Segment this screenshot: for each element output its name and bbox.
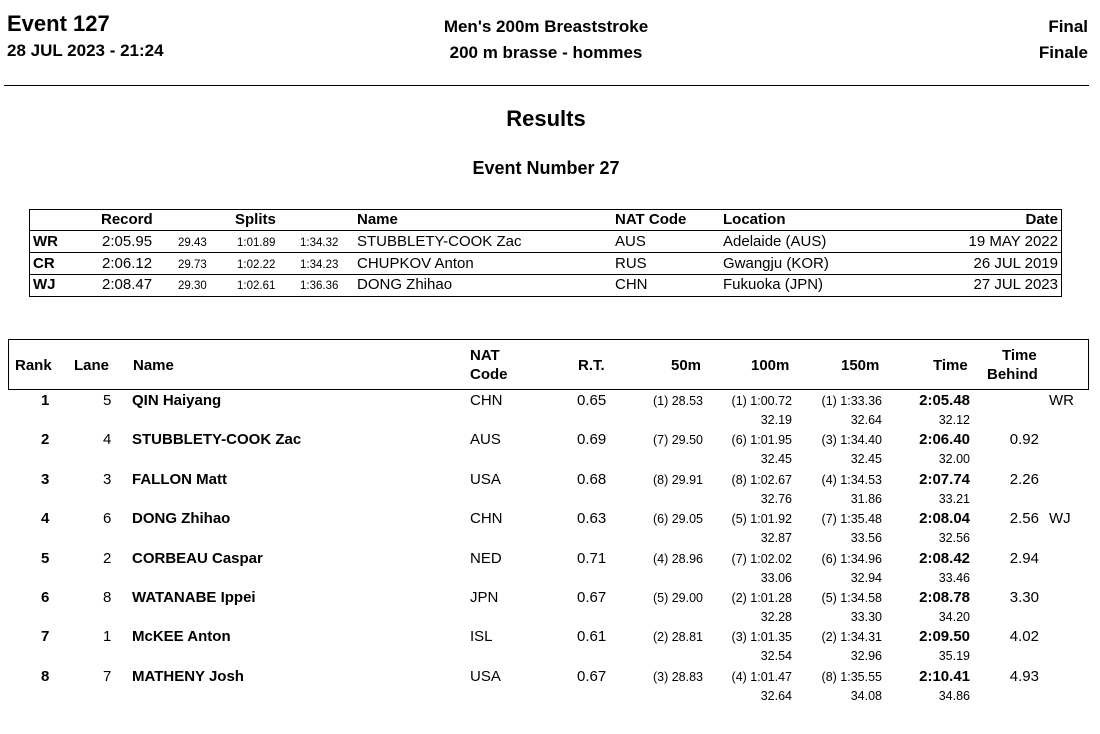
- result-split-100m: (2) 1:01.28: [731, 591, 792, 605]
- result-lap-150m: 32.96: [850, 649, 882, 664]
- result-lane: 6: [103, 510, 112, 528]
- record-location: Gwangju (KOR): [723, 255, 829, 272]
- result-time-behind: 4.02: [1009, 628, 1039, 646]
- record-holder: STUBBLETY-COOK Zac: [357, 233, 522, 250]
- results-header-rank: Rank: [15, 357, 52, 374]
- event-header-center: [0, 14, 1092, 66]
- result-time-behind: 2.56: [1009, 510, 1039, 528]
- result-nat: JPN: [470, 589, 499, 606]
- records-header-date: Date: [1025, 211, 1058, 228]
- result-nat: USA: [470, 470, 501, 488]
- result-lap-final: 33.46: [938, 570, 970, 585]
- result-split-50m: (1) 28.53: [652, 394, 703, 408]
- result-swimmer-name: CORBEAU Caspar: [132, 549, 263, 567]
- result-lap-100m: 32.76: [760, 491, 792, 506]
- event-name-fr: 200 m brasse - hommes: [449, 43, 643, 62]
- result-lap-100m: 32.45: [760, 452, 792, 467]
- result-lap-150m: 31.86: [850, 491, 882, 506]
- result-rank: 3: [41, 470, 50, 488]
- result-swimmer-name: McKEE Anton: [132, 628, 231, 646]
- result-lap-150m: 33.30: [850, 610, 882, 624]
- result-time: 2:06.40: [919, 431, 970, 449]
- record-date: 19 MAY 2022: [968, 233, 1058, 250]
- record-holder: CHUPKOV Anton: [357, 255, 474, 272]
- result-split-150m: (4) 1:34.53: [821, 472, 882, 487]
- result-rank: 8: [41, 667, 50, 685]
- result-split-100m: (1) 1:00.72: [731, 394, 792, 408]
- result-rank: 2: [41, 431, 50, 449]
- result-split-150m: (6) 1:34.96: [821, 551, 882, 566]
- record-date: 27 JUL 2023: [973, 276, 1058, 293]
- record-split: 1:36.36: [300, 280, 339, 292]
- result-split-150m: (8) 1:35.55: [821, 669, 882, 684]
- result-lap-150m: 32.45: [850, 452, 882, 467]
- phase-en: Final: [1048, 17, 1088, 36]
- result-time: 2:07.74: [919, 470, 970, 488]
- result-swimmer-name: QIN Haiyang: [132, 392, 222, 409]
- results-header-lane: Lane: [74, 357, 110, 374]
- results-header-name: Name: [133, 357, 174, 374]
- result-nat: NED: [470, 549, 502, 567]
- result-split-150m: (1) 1:33.36: [821, 394, 882, 408]
- result-split-50m: (7) 29.50: [652, 433, 703, 448]
- record-type: WR: [33, 233, 58, 250]
- result-lap-100m: 33.06: [760, 570, 792, 585]
- result-lap-final: 32.00: [938, 452, 970, 467]
- event-datetime: 28 JUL 2023 - 21:24: [7, 41, 164, 60]
- result-rank: 5: [41, 549, 50, 567]
- result-reaction-time: 0.61: [577, 628, 607, 646]
- result-rank: 1: [41, 392, 50, 409]
- result-lap-100m: 32.28: [760, 610, 792, 624]
- result-split-50m: (2) 28.81: [652, 630, 703, 645]
- result-lane: 1: [103, 628, 112, 646]
- record-split: 1:34.32: [300, 237, 339, 249]
- result-reaction-time: 0.69: [577, 431, 607, 449]
- records-header-nat: NAT Code: [615, 211, 687, 228]
- result-reaction-time: 0.65: [577, 392, 607, 409]
- result-split-50m: (6) 29.05: [652, 512, 703, 527]
- results-header-100m: 100m: [751, 357, 790, 374]
- results-header-time: Time: [933, 357, 968, 374]
- results-header-nat: NAT: [470, 347, 500, 364]
- result-lap-final: 34.86: [938, 688, 970, 703]
- result-lap-150m: 32.94: [850, 570, 882, 585]
- result-time-behind: 3.30: [1009, 589, 1039, 606]
- result-reaction-time: 0.68: [577, 470, 607, 488]
- result-split-50m: (3) 28.83: [652, 669, 703, 684]
- result-split-50m: (4) 28.96: [652, 551, 703, 566]
- result-time-behind: 2.94: [1009, 549, 1039, 567]
- results-header: [8, 339, 1089, 390]
- event-header-right: [1039, 14, 1088, 66]
- result-time: 2:08.42: [919, 549, 970, 567]
- record-nat: RUS: [615, 255, 647, 272]
- result-split-100m: (7) 1:02.02: [731, 551, 792, 566]
- result-split-150m: (3) 1:34.40: [821, 433, 882, 448]
- record-location: Fukuoka (JPN): [723, 276, 824, 293]
- result-record-flag: WJ: [1049, 510, 1071, 528]
- result-time: 2:05.48: [919, 392, 970, 409]
- result-rank: 4: [41, 510, 50, 528]
- result-time-behind: 0.92: [1009, 431, 1039, 449]
- record-split: 29.73: [178, 259, 207, 271]
- result-split-150m: (7) 1:35.48: [821, 512, 882, 527]
- result-reaction-time: 0.71: [577, 549, 607, 567]
- result-nat: AUS: [470, 431, 501, 449]
- record-time: 2:05.95: [102, 233, 153, 250]
- records-header-name: Name: [357, 211, 398, 228]
- record-split: 29.43: [178, 237, 207, 249]
- event-name-en: Men's 200m Breaststroke: [443, 17, 649, 36]
- record-date: 26 JUL 2019: [973, 255, 1058, 272]
- result-lap-100m: 32.54: [760, 649, 792, 664]
- result-split-150m: (5) 1:34.58: [821, 591, 882, 605]
- results-header-rt: R.T.: [578, 357, 605, 374]
- result-swimmer-name: FALLON Matt: [132, 470, 227, 488]
- result-time: 2:08.78: [919, 589, 970, 606]
- result-swimmer-name: MATHENY Josh: [132, 667, 244, 685]
- result-lap-100m: 32.64: [760, 688, 792, 703]
- page-subtitle: Event Number 27: [472, 158, 620, 178]
- record-holder: DONG Zhihao: [357, 276, 453, 293]
- record-time: 2:08.47: [102, 276, 153, 293]
- result-split-100m: (5) 1:01.92: [731, 512, 792, 527]
- result-split-100m: (8) 1:02.67: [731, 472, 792, 487]
- result-lap-final: 33.21: [938, 491, 970, 506]
- result-lap-final: 32.12: [938, 413, 970, 427]
- result-nat: ISL: [470, 628, 493, 646]
- result-lap-150m: 32.64: [850, 413, 882, 427]
- record-split: 29.30: [178, 280, 207, 292]
- records-header-location: Location: [723, 211, 786, 228]
- result-time-behind: 2.26: [1009, 470, 1039, 488]
- result-lap-150m: 33.56: [850, 531, 882, 546]
- result-time: 2:08.04: [919, 510, 970, 528]
- record-split: 1:02.61: [237, 280, 276, 292]
- results-header-behind-2: Behind: [987, 366, 1038, 383]
- result-reaction-time: 0.63: [577, 510, 607, 528]
- record-split: 1:34.23: [300, 259, 339, 271]
- records-header-splits: Splits: [235, 211, 276, 228]
- result-lane: 8: [103, 589, 112, 606]
- result-swimmer-name: DONG Zhihao: [132, 510, 231, 528]
- record-type: WJ: [33, 276, 56, 293]
- result-lap-150m: 34.08: [850, 688, 882, 703]
- record-time: 2:06.12: [102, 255, 153, 272]
- result-reaction-time: 0.67: [577, 667, 607, 685]
- result-time-behind: 4.93: [1009, 667, 1039, 685]
- result-lane: 5: [103, 392, 112, 409]
- result-lap-final: 32.56: [938, 531, 970, 546]
- result-reaction-time: 0.67: [577, 589, 607, 606]
- result-lap-100m: 32.19: [760, 413, 792, 427]
- results-header-50m: 50m: [671, 357, 702, 374]
- result-split-100m: (6) 1:01.95: [731, 433, 792, 448]
- result-nat: CHN: [470, 392, 503, 409]
- result-split-50m: (5) 29.00: [652, 591, 703, 605]
- record-type: CR: [33, 255, 55, 272]
- result-lane: 4: [103, 431, 112, 449]
- results-header-behind-1: Time: [1002, 347, 1037, 364]
- result-time: 2:10.41: [919, 667, 970, 685]
- result-swimmer-name: WATANABE Ippei: [132, 589, 256, 606]
- records-table: [29, 209, 1062, 297]
- result-split-100m: (4) 1:01.47: [731, 669, 792, 684]
- record-nat: CHN: [615, 276, 648, 293]
- records-header-record: Record: [101, 211, 153, 228]
- records-header-divider: [30, 230, 1061, 231]
- event-label: Event 127: [7, 11, 110, 36]
- header-divider: [4, 85, 1089, 86]
- result-lane: 3: [103, 470, 112, 488]
- results-header-150m: 150m: [841, 357, 880, 374]
- record-location: Adelaide (AUS): [723, 233, 827, 250]
- record-split: 1:02.22: [237, 259, 276, 271]
- result-split-150m: (2) 1:34.31: [821, 630, 882, 645]
- results-header-code: Code: [470, 366, 508, 383]
- page-title: Results: [506, 106, 586, 131]
- result-swimmer-name: STUBBLETY-COOK Zac: [132, 431, 302, 449]
- result-lap-100m: 32.87: [760, 531, 792, 546]
- result-nat: CHN: [470, 510, 503, 528]
- result-split-50m: (8) 29.91: [652, 472, 703, 487]
- phase-fr: Finale: [1038, 43, 1088, 62]
- result-record-flag: WR: [1049, 392, 1074, 409]
- result-lane: 7: [103, 667, 112, 685]
- record-nat: AUS: [615, 233, 646, 250]
- result-nat: USA: [470, 667, 501, 685]
- result-lane: 2: [103, 549, 112, 567]
- result-time: 2:09.50: [919, 628, 970, 646]
- record-split: 1:01.89: [237, 237, 276, 249]
- result-lap-final: 35.19: [938, 649, 970, 664]
- result-rank: 6: [41, 589, 50, 606]
- result-lap-final: 34.20: [938, 610, 970, 624]
- result-rank: 7: [41, 628, 50, 646]
- result-split-100m: (3) 1:01.35: [731, 630, 792, 645]
